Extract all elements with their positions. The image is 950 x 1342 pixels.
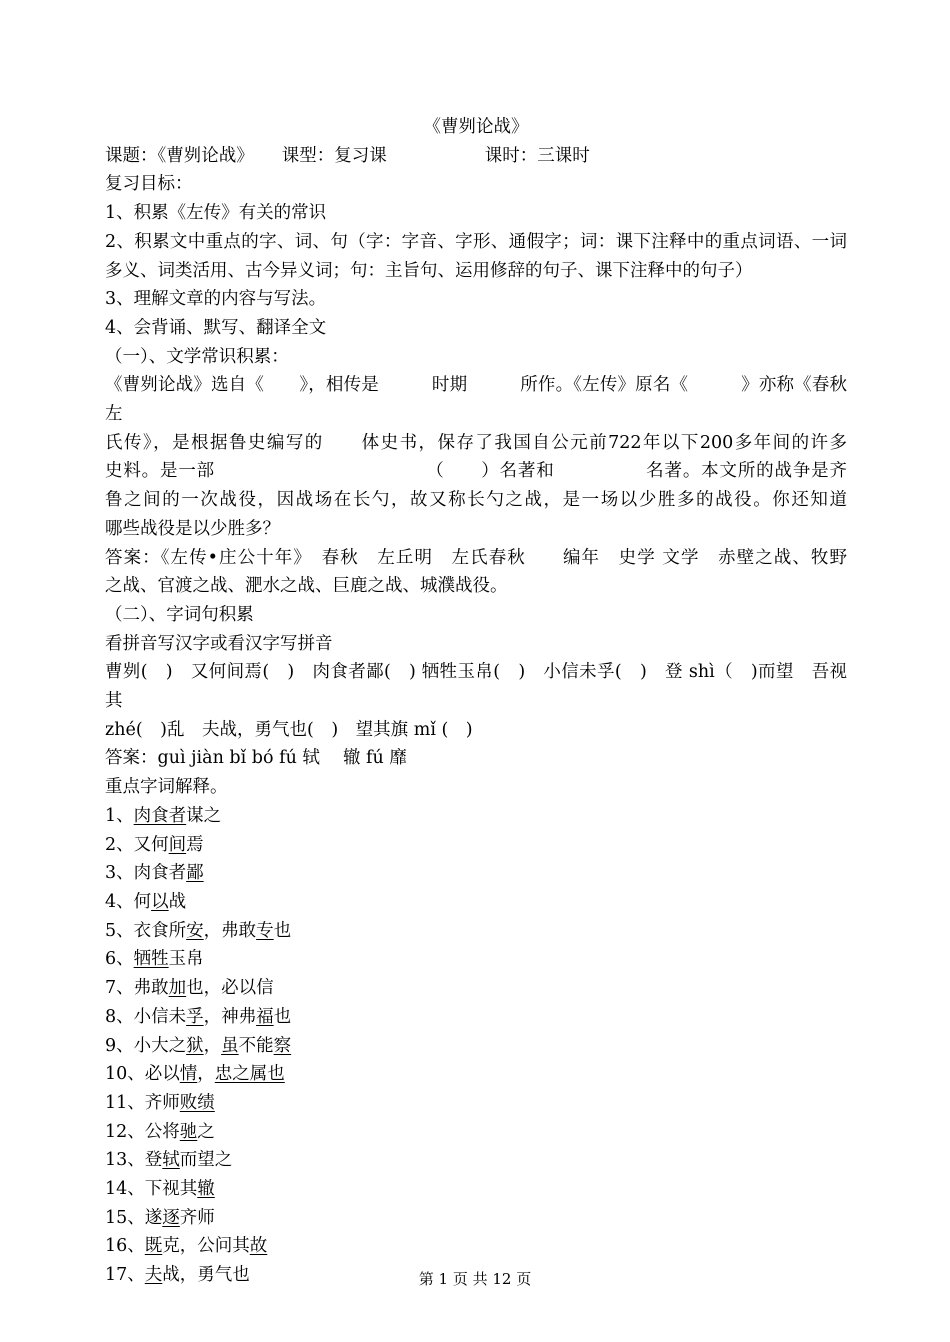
- vocab-key-term: 间: [168, 834, 187, 855]
- section1-line: 哪些战役是以少胜多？: [105, 518, 280, 539]
- pinyin-instruction: 看拼音写汉字或看汉字写拼音: [105, 633, 333, 654]
- vocab-text: ，神弗: [203, 1006, 257, 1027]
- vocab-text: 也: [273, 1006, 292, 1027]
- vocab-text: 肉食者: [133, 863, 187, 884]
- lesson-meta: [105, 142, 847, 171]
- vocab-number: 2、: [105, 834, 134, 855]
- vocab-item: [105, 1032, 847, 1061]
- vocab-number: 8、: [105, 1006, 134, 1027]
- vocab-key-term: 轼: [162, 1150, 180, 1171]
- section2-heading: （二）、字词句积累: [105, 604, 254, 625]
- vocab-item: [105, 802, 847, 831]
- vocab-key-term: 以: [151, 891, 169, 912]
- vocab-key-term: 既: [144, 1236, 163, 1257]
- vocab-number: 9、: [105, 1035, 134, 1056]
- vocab-item: [105, 888, 847, 917]
- vocab-text: 登: [144, 1150, 163, 1171]
- vocab-item: [105, 1232, 847, 1261]
- vocab-item: [105, 974, 847, 1003]
- lesson-topic: 课题：《曹刿论战》: [105, 145, 254, 166]
- vocab-text: 玉帛: [168, 949, 204, 970]
- goal-line: 多义、词类活用、古今异义词；句：主旨句、运用修辞的句子、课下注释中的句子）: [105, 260, 753, 281]
- vocab-text: 必以: [144, 1064, 180, 1085]
- vocab-text: 衣食所: [133, 920, 187, 941]
- vocab-item: [105, 1146, 847, 1175]
- page-footer: 第 1 页 共 12 页: [418, 1270, 532, 1288]
- document-page: [105, 113, 847, 1290]
- vocab-item: [105, 1089, 847, 1118]
- vocab-number: 3、: [105, 863, 134, 884]
- vocab-key-term: 情: [179, 1064, 198, 1085]
- vocab-item: [105, 1175, 847, 1204]
- goal-line: 3、理解文章的内容与写法。: [105, 289, 327, 310]
- vocab-key-term: 牺牲: [133, 949, 169, 970]
- vocab-number: 12、: [105, 1121, 145, 1142]
- pinyin-question-line: 曹刿( ) 又何间焉( ) 肉食者鄙( ) 牺牲玉帛( ) 小信未孚( ) 登 shì（ )而望 吾视其: [105, 662, 847, 712]
- vocab-text: 何: [133, 891, 152, 912]
- section1-line: 氏传》，是根据鲁史编写的 体史书，保存了我国自公元前722年以下200多年间的许多: [105, 432, 847, 453]
- section1-line: 《曹刿论战》选自《 》，相传是 时期 所作。《左传》原名《 》亦称《春秋左: [105, 375, 847, 425]
- vocab-key-term: 肉食者: [133, 805, 187, 826]
- vocab-key-term: 故: [249, 1236, 268, 1257]
- vocab-item: [105, 859, 847, 888]
- vocab-text: ，弗敢: [203, 920, 257, 941]
- section1-heading: （一）、文学常识积累：: [105, 346, 289, 367]
- vocab-key-term: 专: [256, 920, 274, 941]
- goal-line: 1、积累《左传》有关的常识: [105, 203, 327, 224]
- vocab-number: 15、: [105, 1207, 145, 1228]
- vocab-number: 7、: [105, 978, 134, 999]
- section1-line: 鲁之间的一次战役，因战场在长勺，故又称长勺之战，是一场以少胜多的战役。你还知道: [105, 490, 847, 511]
- vocab-heading: 重点字词解释。: [105, 777, 228, 798]
- vocab-number: 13、: [105, 1150, 145, 1171]
- vocab-number: 14、: [105, 1179, 145, 1200]
- vocab-key-term: 福: [256, 1006, 274, 1027]
- vocab-key-term: 安: [186, 920, 204, 941]
- vocab-text: 弗敢: [133, 978, 169, 999]
- vocab-item: [105, 1118, 847, 1147]
- vocab-text: 遂: [144, 1207, 163, 1228]
- vocab-key-term: 加: [168, 978, 187, 999]
- vocab-number: 16、: [105, 1236, 145, 1257]
- vocab-text: ，: [197, 1064, 215, 1085]
- vocab-text: 也，必以信: [186, 978, 274, 999]
- pinyin-answer: 答案：guì jiàn bǐ bó fú 轼 辙 fú 靡: [105, 748, 407, 769]
- vocab-text: 战: [168, 891, 187, 912]
- vocab-item: [105, 831, 847, 860]
- vocab-number: 6、: [105, 949, 134, 970]
- section1-line: 史料。是一部 （ ）名著和 名著。本文所的战争是齐: [105, 461, 847, 482]
- vocab-text: 公将: [144, 1121, 180, 1142]
- vocab-key-term: 虽: [221, 1035, 239, 1056]
- vocab-item: [105, 1003, 847, 1032]
- vocab-key-term: 察: [273, 1035, 292, 1056]
- vocab-text: ，: [203, 1035, 222, 1056]
- document-title: 《曹刿论战》: [423, 117, 529, 137]
- vocab-text: 克，公问其: [162, 1236, 250, 1257]
- vocab-number: 4、: [105, 891, 134, 912]
- vocab-text: 小大之: [133, 1035, 187, 1056]
- vocab-key-term: 逐: [162, 1207, 180, 1228]
- vocab-key-term: 驰: [179, 1121, 198, 1142]
- vocab-item: [105, 917, 847, 946]
- vocab-item: [105, 945, 847, 974]
- vocab-text: 齐师: [144, 1092, 180, 1113]
- vocab-number: 1、: [105, 805, 134, 826]
- vocab-key-term: 辙: [197, 1179, 215, 1200]
- vocab-text: 不能: [238, 1035, 274, 1056]
- goal-line: 2、积累文中重点的字、词、句（字：字音、字形、通假字；词：课下注释中的重点词语、一词: [105, 231, 847, 252]
- vocab-text: 之: [197, 1121, 215, 1142]
- vocab-text: 齐师: [179, 1207, 215, 1228]
- vocab-text: 小信未: [133, 1006, 187, 1027]
- vocab-number: 10、: [105, 1064, 145, 1085]
- goal-line: 4、会背诵、默写、翻译全文: [105, 317, 327, 338]
- vocab-key-term: 败绩: [179, 1092, 215, 1113]
- vocab-number: 5、: [105, 920, 134, 941]
- vocab-key-term: 鄙: [186, 863, 204, 884]
- vocab-text: 战，勇气也: [162, 1265, 250, 1286]
- vocab-list: [105, 802, 847, 1290]
- vocab-key-term: 夫: [144, 1265, 163, 1286]
- vocab-number: 11、: [105, 1092, 145, 1113]
- lesson-hours: 课时：三课时: [484, 145, 590, 166]
- vocab-item: [105, 1060, 847, 1089]
- vocab-key-term: 忠之属也: [214, 1064, 285, 1085]
- vocab-key-term: 狱: [186, 1035, 204, 1056]
- vocab-key-term: 孚: [186, 1006, 204, 1027]
- vocab-text: 而望之: [179, 1150, 233, 1171]
- answer1-line: 之战、官渡之战、淝水之战、巨鹿之战、城濮战役。: [105, 576, 508, 597]
- vocab-text: 焉: [186, 834, 204, 855]
- pinyin-question-line: zhé( )乱 夫战，勇气也( ) 望其旗 mǐ ( ): [105, 719, 473, 740]
- vocab-number: 17、: [105, 1265, 145, 1286]
- vocab-text: 谋之: [186, 805, 222, 826]
- lesson-type: 课型：复习课: [281, 145, 387, 166]
- vocab-text: 也: [273, 920, 292, 941]
- vocab-text: 又何: [133, 834, 169, 855]
- vocab-item: [105, 1204, 847, 1233]
- goals-heading: 复习目标：: [105, 174, 193, 195]
- vocab-text: 下视其: [144, 1179, 198, 1200]
- answer1-line: 答案：《左传•庄公十年》 春秋 左丘明 左氏春秋 编年 史学 文学 赤壁之战、牧野: [105, 547, 847, 568]
